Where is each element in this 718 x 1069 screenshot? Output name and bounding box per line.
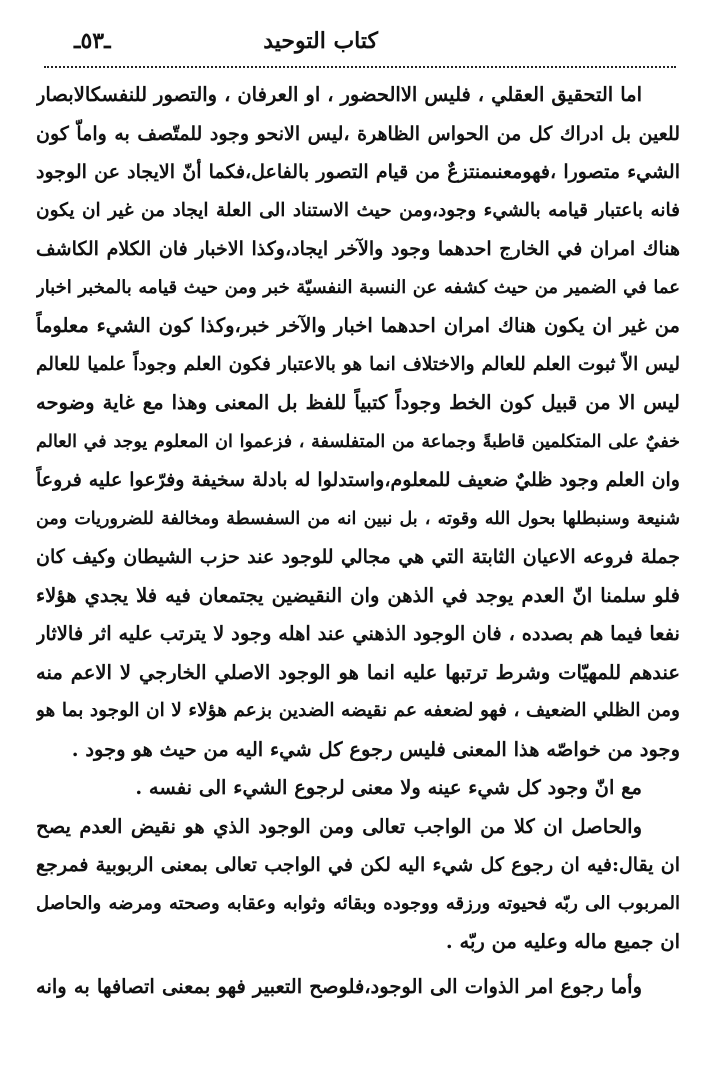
text-line: وان العلم وجود ظليٌ ضعيف للمعلوم،واستدلوا له بادلة سخيفة وفرّعوا عليه فروعاً bbox=[36, 469, 680, 491]
header-divider bbox=[44, 66, 676, 68]
text-line: جملة فروعه الاعيان الثابتة التي هي مجالي للوجود عند حزب الشيطان وكيف كان bbox=[36, 546, 680, 568]
text-line: والحاصل ان كلا من الواجب تعالى ومن الوجود الذي هو نقيض العدم يصح bbox=[36, 814, 642, 838]
text-line: فلو سلمنا انّ العدم يوجد في الذهن وان النقيضين يجتمعان فيه فلا يجدي هؤلاء bbox=[36, 583, 680, 607]
text-line: هناك امران في الخارج احدهما وجود والآخر ايجاد،وكذا الاخبار فان الكلام الكاشف bbox=[36, 238, 680, 260]
book-title: كتاب التوحيد bbox=[263, 28, 378, 54]
text-line: اما التحقيق العقلي ، فليس الاالحضور ، او العرفان ، والتصور للنفسكالابصار bbox=[36, 83, 642, 106]
text-line: من غير ان يكون هناك امران احدهما اخبار والآخر خبر،وكذا كون الشيء معلوماً bbox=[36, 314, 680, 337]
text-line: ان يقال:فيه ان رجوع كل شيء اليه لكن في الواجب تعالى بمعنى الربوبية فمرجع bbox=[36, 854, 680, 876]
text-line: المربوب الى ربّه فحيوته ورزقه ووجوده وبقائه وثوابه وعقابه وصحته ومرضه والحاصل bbox=[36, 892, 680, 914]
body-text bbox=[36, 76, 680, 1006]
text-line: نفعا فيما هم بصدده ، فان الوجود الذهني عند اهله وجود لا يترتب عليه اثر فالاثار bbox=[36, 622, 680, 645]
text-line: وأما رجوع امر الذوات الى الوجود،فلوصح التعبير فهو بمعنى اتصافها به وانه bbox=[36, 974, 642, 998]
text-line: شنيعة وسنبطلها بحول الله وقوته ، بل نبين انه من السفسطة ومخالفة للضروريات ومن bbox=[36, 508, 680, 529]
text-line: ومن الظلي الضعيف ، فهو لضعفه عم نقيضه الضدين بزعم هؤلاء لا ان الوجود بما هو bbox=[36, 700, 680, 721]
text-line: وجود من خواصّه هذا المعنى فليس رجوع كل شيء اليه من حيث هو وجود . bbox=[71, 737, 680, 761]
text-line: مع انّ وجود كل شيء عينه ولا معنى لرجوع الشيء الى نفسه . bbox=[135, 776, 642, 799]
text-line: ان جميع ماله وعليه من ربّه . bbox=[445, 930, 680, 953]
text-line: ليس الاّ ثبوت العلم للعالم والاختلاف انما هو بالاعتبار فكون العلم وجوداً علميا للعالم bbox=[36, 353, 680, 375]
text-line: ليس الا من قبيل كون الخط وجوداً كتبياً للفظ بل المعنى وهذا مع غاية وضوحه bbox=[36, 391, 680, 414]
page-number: ـ٥٣ـ bbox=[74, 28, 111, 54]
text-line: للعين بل ادراك كل من الحواس الظاهرة ،ليس الانحو وجود للمتّصف به واماّ كون bbox=[36, 122, 680, 145]
text-line: فانه باعتبار قيامه بالشيء وجود،ومن حيث الاستناد الى العلة ايجاد من غير ان يكون bbox=[36, 199, 680, 221]
text-line: خفيٌ على المتكلمين قاطبةً وجماعة من المتفلسفة ، فزعموا ان المعلوم يوجد في العالم bbox=[36, 431, 680, 452]
page-header bbox=[44, 22, 678, 62]
text-line: الشيء متصورا ،فهومعنىمنتزعٌ من قيام التصور بالفاعل،فكما أنّ الايجاد عن الوجود bbox=[36, 161, 680, 183]
text-line: عندهم للمهيّات وشرط ترتبها عليه انما هو الوجود الاصلي الخارجي لا الاعم منه bbox=[36, 660, 680, 684]
text-line: عما في الضمير من حيث كشفه عن النسبة النفسيّة خبر ومن حيث قيامه بالمخبر اخبار bbox=[36, 276, 680, 298]
